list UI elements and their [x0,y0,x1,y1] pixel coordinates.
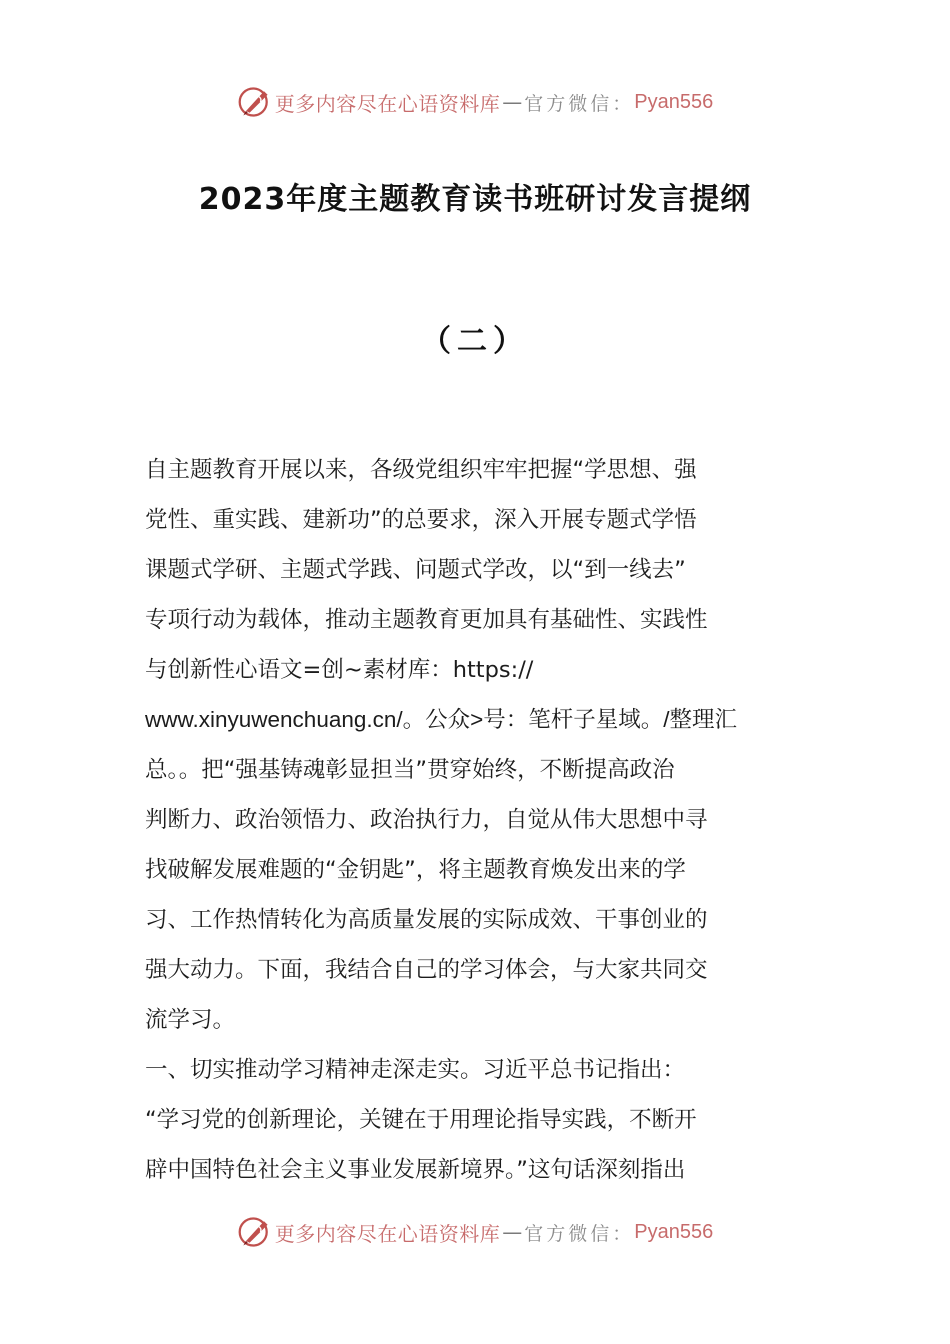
body-line: 专项行动为载体，推动主题教育更加具有基础性、实践性 [145,607,708,633]
section-heading-line: 一、切实推动学习精神走深走实。习近平总书记指出： [145,1057,686,1083]
body-line: 自主题教育开展以来，各级党组织牢牢把握“学思想、强 [145,457,697,483]
body-line: 流学习。 [145,1007,236,1033]
footer-watermark-banner [0,1212,950,1252]
header-watermark-banner [0,82,950,122]
quill-logo-icon [237,84,273,120]
body-line: 总。。把“强基铸魂彰显担当”贯穿始终，不断提高政治 [145,757,675,783]
quill-logo-icon [237,1214,273,1250]
body-line: 习、工作热情转化为高质量发展的实际成效、干事创业的 [145,907,708,933]
body-line: “学习党的创新理论，关键在于用理论指导实践，不断开 [145,1107,697,1133]
body-line-with-link: 与创新性心语文=创~素材库：https:// [145,657,534,683]
site-name-text: 更多内容尽在心语资料库 [274,1221,501,1246]
wechat-id: Pyan556 [634,1220,714,1243]
wechat-label: 官方微信： [524,1222,635,1245]
body-line: 辟中国特色社会主义事业发展新境界。”这句话深刻指出 [145,1157,686,1183]
document-body [145,445,807,1195]
wechat-label: 官方微信： [524,92,635,115]
separator-dash: — [502,1220,523,1244]
document-subtitle: （二） [421,324,529,359]
body-line: 找破解发展难题的“金钥匙”，将主题教育焕发出来的学 [145,857,686,883]
body-line: 课题式学研、主题式学践、问题式学改，以“到一线去” [145,557,686,583]
body-line-url: www.xinyuwenchuang.cn/。公众>号：笔杆子星域。/整理汇 [145,707,738,732]
site-name-text: 更多内容尽在心语资料库 [274,91,501,116]
body-line: 党性、重实践、建新功”的总要求，深入开展专题式学悟 [145,507,697,533]
document-title: 2023年度主题教育读书班研讨发言提纲 [198,182,752,217]
body-line: 判断力、政治领悟力、政治执行力，自觉从伟大思想中寻 [145,807,708,833]
separator-dash: — [502,90,523,114]
body-line: 强大动力。下面，我结合自己的学习体会，与大家共同交 [145,957,708,983]
wechat-id: Pyan556 [634,90,714,113]
